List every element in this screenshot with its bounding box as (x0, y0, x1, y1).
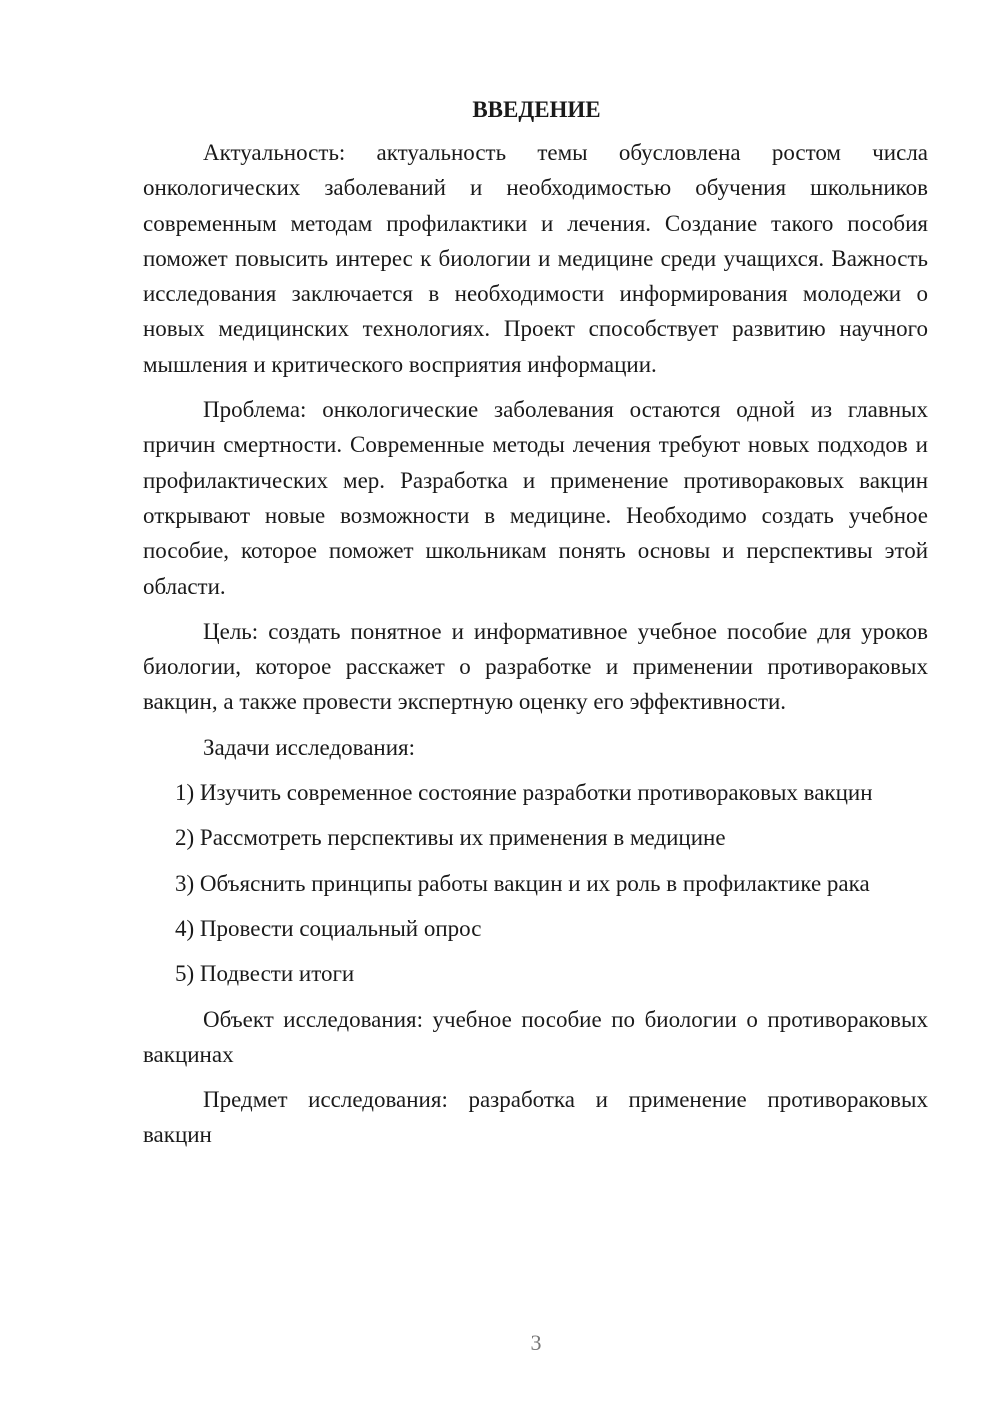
task-item-5: 5) Подвести итоги (175, 961, 355, 987)
paragraph-subject: Предмет исследования: разработка и применение противораковых вакцин (143, 1087, 928, 1148)
paragraph-problem: Проблема: онкологические заболевания остаются одной из главных причин смертности. Современные методы лечения требуют новых подходов и профилактических мер. Разработка и применение противораковых вакцин открывают новые возможности в медицине. Необходимо создать учебное пособие, которое поможет школьникам понять основы и перспективы этой области. (143, 397, 928, 599)
task-item-1: 1) Изучить современное состояние разработки противораковых вакцин (175, 780, 873, 806)
task-item-4: 4) Провести социальный опрос (175, 915, 482, 941)
tasks-heading: Задачи исследования: (203, 734, 416, 760)
paragraph-object: Объект исследования: учебное пособие по биологии о противораковых вакцинах (143, 1006, 928, 1067)
section-heading: ВВЕДЕНИЕ (472, 97, 601, 122)
document-page (143, 92, 928, 1163)
task-item-3: 3) Объяснить принципы работы вакцин и их роль в профилактике рака (175, 870, 870, 896)
paragraph-goal: Цель: создать понятное и информативное учебное пособие для уроков биологии, которое расскажет о разработке и применении противораковых вакцин, а также провести экспертную оценку его эффективности. (143, 618, 928, 715)
page-number: 3 (530, 1330, 542, 1355)
paragraph-relevance: Актуальность: актуальность темы обусловлена ростом числа онкологических заболеваний и необходимостью обучения школьников современным методам профилактики и лечения. Создание такого пособия поможет повысить интерес к биологии и медицине среди учащихся. Важность исследования заключается в необходимости информирования молодежи о новых медицинских технологиях. Проект способствует развитию научного мышления и критического восприятия информации. (143, 140, 928, 377)
task-item-2: 2) Рассмотреть перспективы их применения в медицине (175, 825, 726, 851)
